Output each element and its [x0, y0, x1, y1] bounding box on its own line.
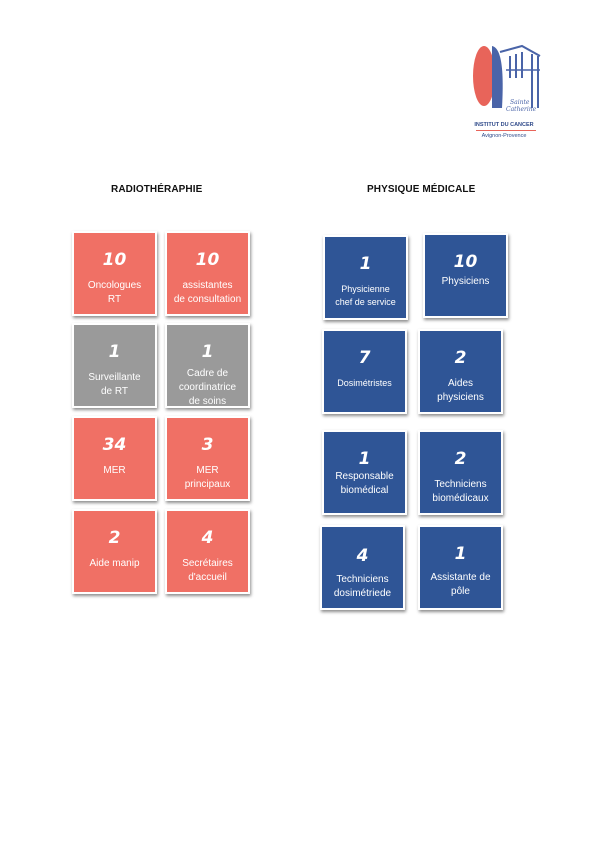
tile-mer-principaux: [165, 416, 250, 501]
tile-label: Oncologues RT: [87, 280, 142, 305]
tile-oncologues: [72, 231, 157, 316]
tile-label: Cadre de coordinatrice de soins: [178, 368, 237, 407]
tile-aides-physiciens: [418, 329, 503, 414]
tile-label: Secrétaires d'accueil: [182, 558, 233, 583]
tile-techniciens-biomedicaux: [418, 430, 503, 515]
tile-count: 1: [201, 342, 214, 362]
tile-count: 7: [358, 348, 371, 368]
tile-count: 2: [454, 348, 467, 368]
tile-count: 4: [201, 528, 214, 548]
tile-label: Techniciens biomédicaux: [432, 479, 489, 504]
logo-divider: [476, 130, 536, 131]
tile-count: 4: [356, 546, 369, 566]
tile-label: Physiciens: [441, 276, 490, 287]
tile-assistante-pole: [418, 525, 503, 610]
tile-secretaires: [165, 509, 250, 594]
physique-heading: PHYSIQUE MÉDICALE: [367, 184, 476, 195]
tile-label: Dosimétristes: [337, 378, 392, 388]
tile-mer: [72, 416, 157, 501]
tile-label: assistantes de consultation: [173, 280, 242, 305]
tile-dosimetristes: [322, 329, 407, 414]
tile-label: Aides physiciens: [437, 378, 484, 403]
tile-count: 1: [358, 449, 371, 469]
tile-label: MER principaux: [184, 465, 231, 490]
tile-label: Surveillante de RT: [88, 372, 141, 397]
tile-responsable-biomedical: [322, 430, 407, 515]
sainte-catherine-logo-icon: [470, 42, 542, 147]
tile-count: 1: [454, 544, 467, 564]
tile-count: 10: [453, 252, 478, 272]
tile-count: 1: [359, 254, 372, 274]
tile-surveillante: [72, 323, 157, 408]
logo-institute: INSTITUT DU CANCER: [474, 122, 534, 128]
tile-label: Responsable biomédical: [335, 471, 394, 496]
radiotherapie-heading: RADIOTHÉRAPHIE: [111, 184, 203, 195]
tile-count: 34: [102, 435, 127, 455]
tile-label: MER: [103, 465, 126, 476]
tile-physiciens: [423, 233, 508, 318]
tile-count: 2: [454, 449, 467, 469]
tile-aide-manip: [72, 509, 157, 594]
logo-location: Avignon-Provence: [481, 133, 527, 139]
institute-logo: [470, 42, 542, 147]
tile-count: 3: [201, 435, 214, 455]
tile-label: Physicienne chef de service: [335, 284, 396, 307]
tile-count: 10: [195, 250, 220, 270]
tile-cadre: [165, 323, 250, 408]
tile-label: Assistante de pôle: [430, 572, 491, 597]
tile-count: 10: [102, 250, 127, 270]
tile-techniciens-dosimetrie: [320, 525, 405, 610]
tile-count: 2: [108, 528, 121, 548]
tile-physicienne-chef: [323, 235, 408, 320]
logo-name-2: Catherine: [506, 106, 537, 113]
tile-label: Techniciens dosimétriede: [333, 574, 392, 599]
tile-count: 1: [108, 342, 121, 362]
logo-name-1: Sainte: [510, 99, 530, 106]
tile-assistantes: [165, 231, 250, 316]
tile-label: Aide manip: [89, 558, 140, 569]
